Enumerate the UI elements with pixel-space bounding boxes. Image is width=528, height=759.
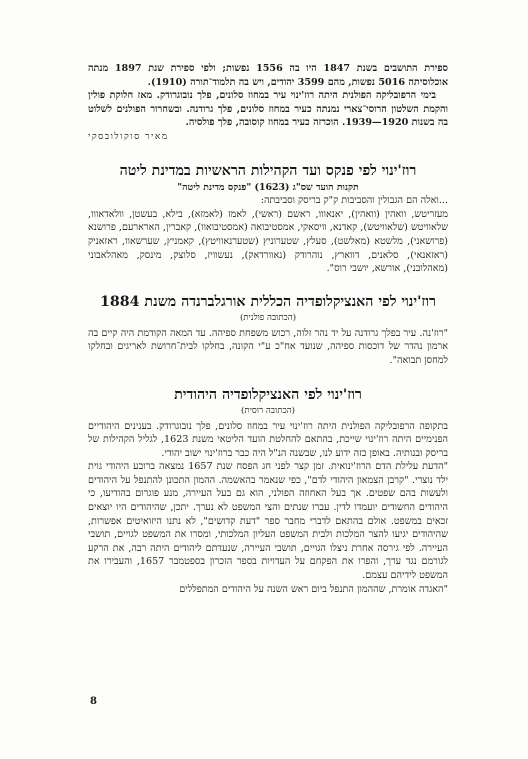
section-title: רוז'ינוי לפי האנציקלופדיה הכללית אורגלברנדה משנת 1884 (99, 293, 436, 310)
section-lead: ...ואלה הם הגבולין והסביבות ק"ק בריסק וסביבתה: (260, 195, 448, 207)
section-subtitle: (הכתובה רוסית) (241, 405, 295, 416)
intro (88, 62, 448, 145)
intro-paragraph-1: ספירת התושבים בשנת 1847 היו בה 1556 נפשות; ולפי ספירת שנת 1897 מנתה אוכלוסיתה 5016 נפשות, מהם 3599 יהודים, ויש בה תלמוד־תורה (1910). (88, 63, 448, 88)
section-lithuania-council (88, 161, 448, 276)
section-orgelbrand (88, 292, 448, 368)
section-body: מעזריטש, וואהין (וואהין), יאנאווו, ראשם (ראשי), לאמז (לאמזא), בילא, בעשטן, וולאדאווו, שלאוויטש (שלאוויטש), קאדנא, וויסאקי, אמסטיבואה (אמסטיבואוו), קאברין, הארארעם, פרושנא (פרושאני), מלשטא (מאלשט), סעלץ, שטערוניץ (שטערנאוויטץ), קאמניץ, שערשאוו, ראזאניק (ראזאנאי), סלאנים, דווארץ, נוהרודק (נאוורדאק), נעשוויז, סלוצק, מינסק, מאהלאבוני (מאהלובני), אורשא, יושבי רוס". (88, 208, 448, 275)
section-paragraph-1: בתקופה הרפובליקה הפולנית היתה רוז'ינוי עיר במחוז סלונים, פלך נובוגרודק. בענינים היהודיים הפנימיים היתה רוז'ינוי שייכת, בהתאם להחלטת הועד הליטאי משנת 1623, לגליל הקהילות של בריסק ובנותיה. באופן כזה ידוע לנו, שבשנה הנ"ל היה כבר ברוז'ינוי ישוב יהודי. (88, 420, 448, 459)
section-paragraph-3: "האגדה אומרת, שההמון התנפל ביום ראש השנה על היהודים המתפללים (179, 583, 448, 595)
section-subtitle: (הכתובה פולנית) (239, 312, 297, 323)
intro-paragraph-2: בימי הרפובליקה הפולנית היתה רוז'ינוי עיר במחוז סלונים, פלך נובוגרודק. מאז חלוקת פולין והקמת השלטון הרוסי־צארי נמנתה כעיר במחוז סלונים, פלך גרודנה. ובשחרור הפולנים לשלוט בה בשנות 1920—1939. הוכרזה כעיר במחוז קוסובה, פלך פולסיה. (88, 90, 448, 129)
section-title: רוז'ינוי לפי האנציקלופדיה היהודית (174, 386, 362, 403)
section-body: "רוז'נה. עיר בפלך גרודנה על יד נהר זלוה, רכוש משפחת ספיהה. עד המאה הקודמת היה קיים בה ארמון נהדר של דוכסות ספיהה, שנועד אח"כ ע"י הקונה, בחלקו לבית־חרושת לאריגים ובחלקו למחסן תבואה". (88, 327, 448, 366)
section-subtitle: תקנות הועד שס"ג (1623) "פנקס מדינת ליטה" (177, 181, 359, 193)
author-signature: מאיר סוקולובסקי (88, 131, 169, 142)
page-number: 8 (90, 696, 97, 707)
page-content (88, 62, 448, 596)
section-title: רוז'ינוי לפי פנקס ועד הקהילות הראשיות במדינת ליטה (119, 162, 417, 179)
section-jewish-encyclopedia (88, 385, 448, 597)
section-paragraph-2: "הדעת עלילת הדם הרוז'ינואית. זמן קצר לפני חג הפסח שנת 1657 נמצאה ברובע היהודי גוית ילד נוצרי. "קרבן הצמאון היהודי לדם", כפי שנאמר בהאשמה. ההמון התכונן להתנפל על היהודים ולעשות בהם שפטים. אך בעל האחוזה הפולני, הוא גם בעל העיירה, מנע פוגרום בהודיעו, כי היהודים החשודים יועמדו לדין. עברו שנתים והצי המשפט לא נערך. יתכן, שהיהודים היו יוצאים זכאים במשפט. אולם בהתאם לדברי מחבר ספר "דעת קדושים", לא נתנו היזואיטים אפשרות, שהיהודים יגיעו להצר המלכות ולבית המשפט העליון המלכותי, ומסרו את המשפט לגויים, תושבי העיירה. לפי גירסה אחרת ניצלו הגויים, תושבי העיירה, שנעדתם ליהודים היתה רבה, את הרקע לגורמם נגד ערך, והפרו את הפקחם על העדויות בספר הזכרון בספטמבר 1657, והעבירו את המשפט לידיהם עצמם. (88, 461, 449, 582)
